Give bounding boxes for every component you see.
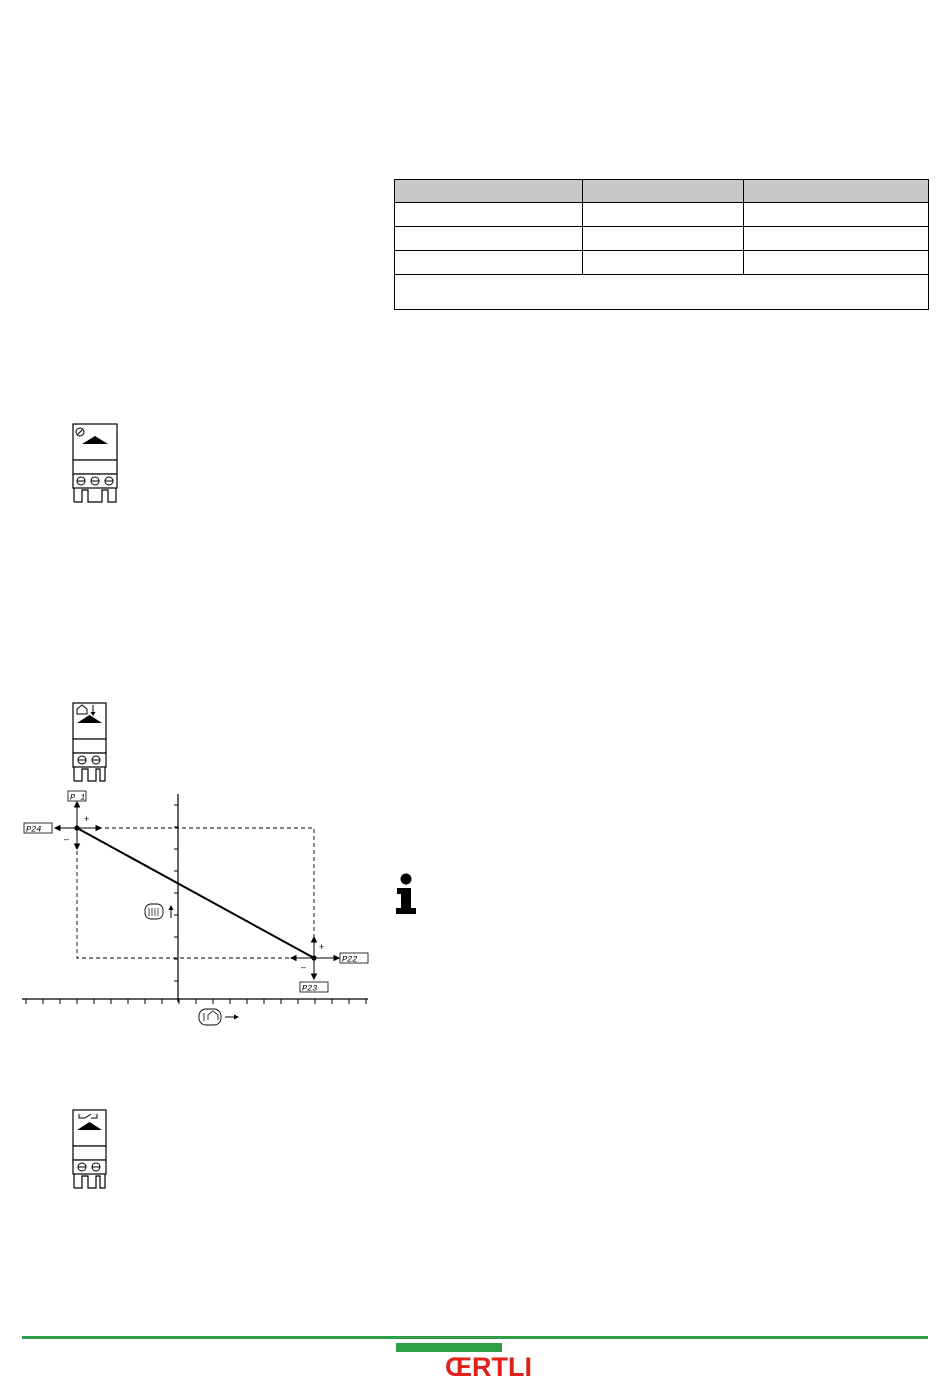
table-note: [395, 275, 929, 310]
svg-text:P 1: P 1: [70, 792, 86, 803]
table-row: [395, 203, 929, 227]
minus-sign: –: [64, 834, 70, 844]
svg-text:P22: P22: [342, 954, 358, 965]
table-note-row: [395, 275, 929, 310]
table-header-row: [395, 180, 929, 203]
table-header-cell: [744, 180, 929, 203]
table-cell: [395, 203, 583, 227]
table-header-cell: [395, 180, 583, 203]
heating-curve-line: [77, 828, 314, 958]
info-icon: [393, 872, 421, 916]
label-p22: [340, 953, 368, 965]
outdoor-temperature-icon: [199, 1009, 239, 1025]
table-cell: [395, 227, 583, 251]
table-header-cell: [583, 180, 744, 203]
brand-logo: ŒRTLI: [445, 1352, 532, 1382]
footer-tab: [396, 1343, 502, 1352]
minus-sign: –: [301, 962, 307, 972]
table-cell: [744, 227, 929, 251]
connector-3-pin: [70, 422, 120, 504]
table-row: [395, 251, 929, 275]
table-cell: [395, 251, 583, 275]
footer-line: [22, 1336, 928, 1339]
table-cell: [583, 251, 744, 275]
label-p1: [68, 791, 86, 803]
table-cell: [744, 251, 929, 275]
table-cell: [583, 227, 744, 251]
table-cell: [583, 203, 744, 227]
table-cell: [744, 203, 929, 227]
svg-text:P24: P24: [26, 824, 42, 835]
plus-sign: +: [84, 814, 90, 824]
heating-curve-diagram: [14, 780, 374, 1026]
spec-table: [394, 179, 929, 310]
radiator-icon: [145, 904, 174, 919]
label-p24: [24, 823, 52, 835]
table-row: [395, 227, 929, 251]
connector-2-pin-outdoor: [70, 701, 110, 783]
plus-sign: +: [319, 942, 325, 952]
label-p23: [300, 982, 328, 994]
svg-text:P23: P23: [302, 983, 318, 994]
connector-2-pin-contact: [70, 1108, 110, 1190]
